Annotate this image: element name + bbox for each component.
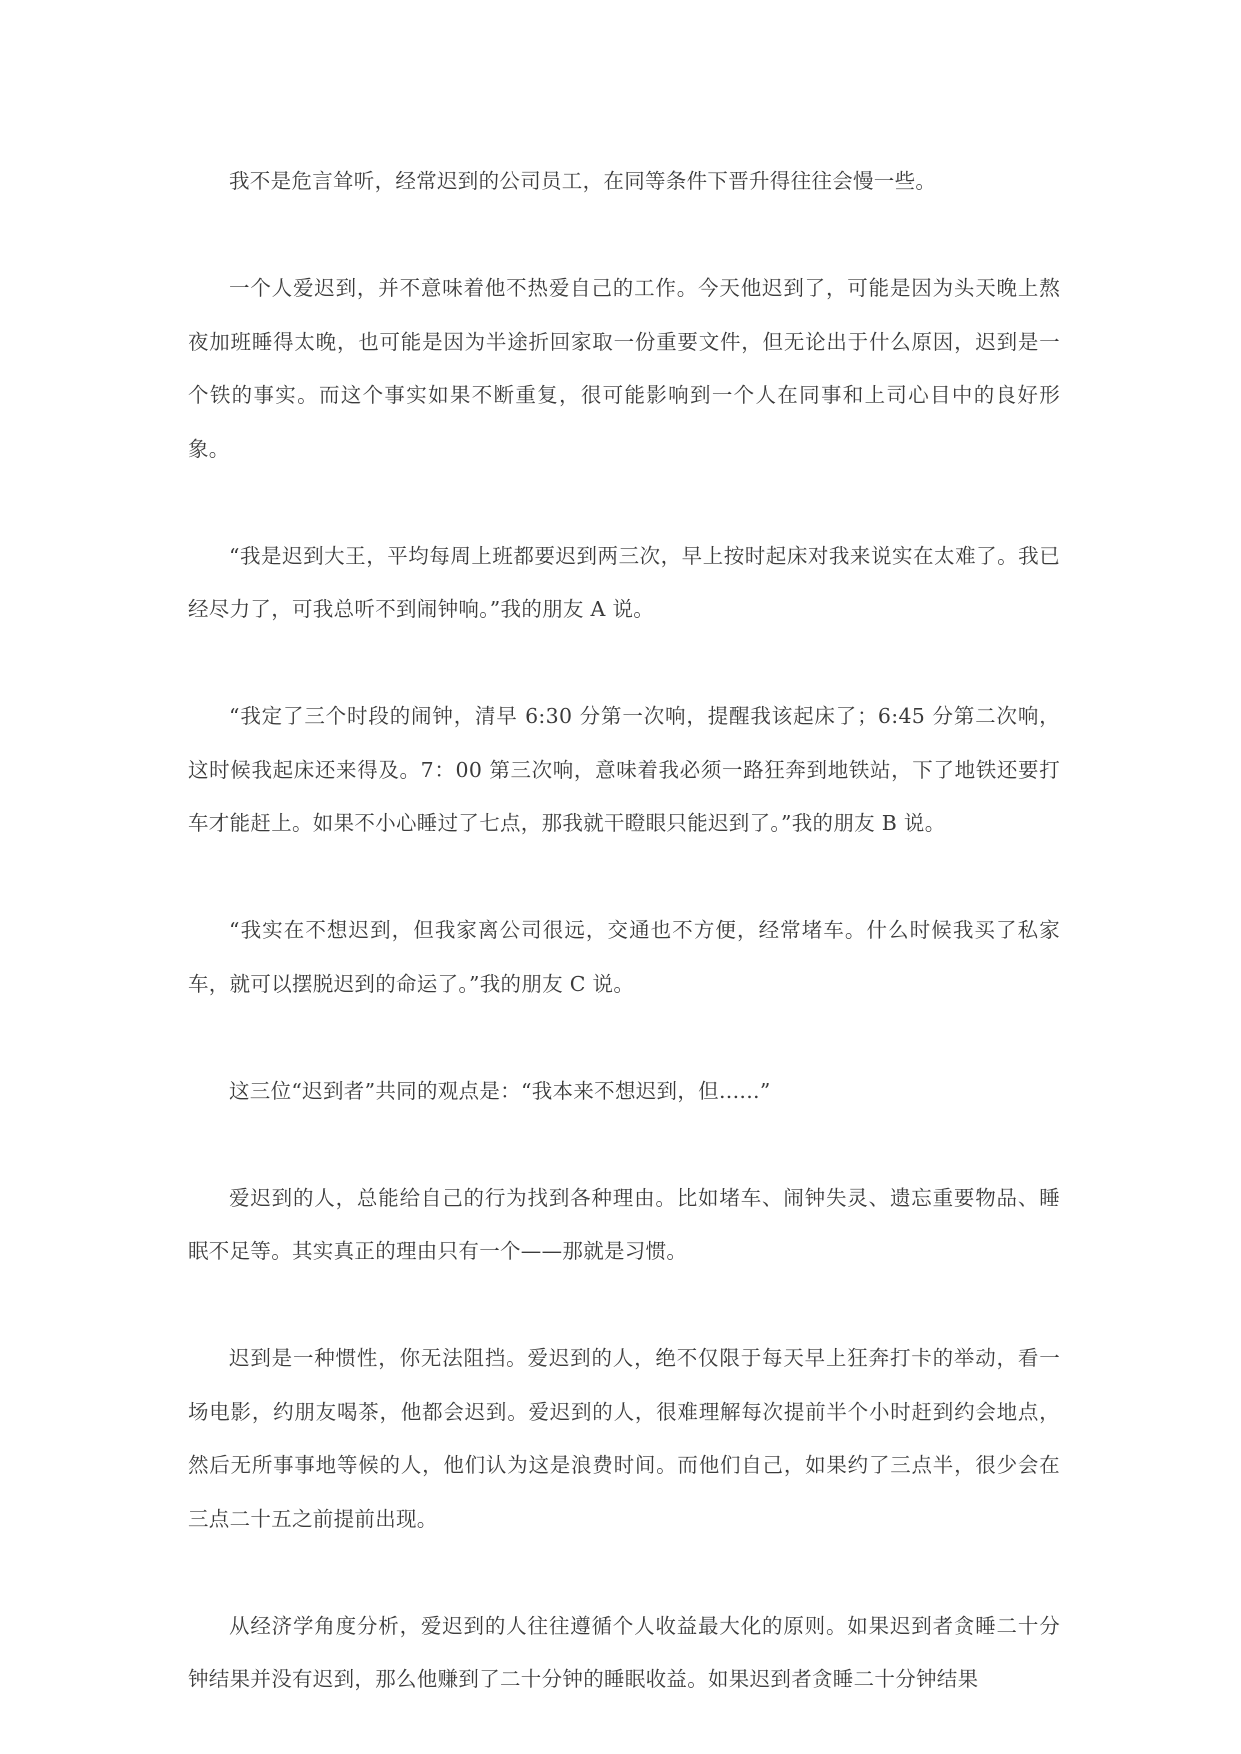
paragraph: 迟到是一种惯性，你无法阻挡。爱迟到的人，绝不仅限于每天早上狂奔打卡的举动，看一场电影，约朋友喝茶，他都会迟到。爱迟到的人，很难理解每次提前半个小时赶到约会地点，然后无所事事地等候的人，他们认为这是浪费时间。而他们自己，如果约了三点半，很少会在三点二十五之前提前出现。 [188,1346,1060,1531]
paragraph: 我不是危言耸听，经常迟到的公司员工，在同等条件下晋升得往往会慢一些。 [229,169,937,193]
paragraph: 一个人爱迟到，并不意味着他不热爱自己的工作。今天他迟到了，可能是因为头天晚上熬夜加班睡得太晚，也可能是因为半途折回家取一份重要文件，但无论出于什么原因，迟到是一个铁的事实。而这个事实如果不断重复，很可能影响到一个人在同事和上司心目中的良好形象。 [188,276,1060,461]
paragraph: 从经济学角度分析，爱迟到的人往往遵循个人收益最大化的原则。如果迟到者贪睡二十分钟结果并没有迟到，那么他赚到了二十分钟的睡眠收益。如果迟到者贪睡二十分钟结果 [188,1613,1060,1691]
paragraph: “我实在不想迟到，但我家离公司很远，交通也不方便，经常堵车。什么时候我买了私家车，就可以摆脱迟到的命运了。”我的朋友 C 说。 [188,918,1060,996]
paragraph: 爱迟到的人，总能给自己的行为找到各种理由。比如堵车、闹钟失灵、遗忘重要物品、睡眠不足等。其实真正的理由只有一个——那就是习惯。 [188,1185,1060,1263]
paragraph: 这三位“迟到者”共同的观点是：“我本来不想迟到，但......” [229,1078,771,1103]
paragraph: “我是迟到大王，平均每周上班都要迟到两三次，早上按时起床对我来说实在太难了。我已经尽力了，可我总听不到闹钟响。”我的朋友 A 说。 [188,543,1060,621]
paragraph: “我定了三个时段的闹钟，清早 6:30 分第一次响，提醒我该起床了；6:45 分第二次响，这时候我起床还来得及。7：00 第三次响，意味着我必须一路狂奔到地铁站，下了地铁还要打车才能赶上。如果不小心睡过了七点，那我就干瞪眼只能迟到了。”我的朋友 B 说。 [188,704,1060,835]
document-body [188,155,1060,1707]
